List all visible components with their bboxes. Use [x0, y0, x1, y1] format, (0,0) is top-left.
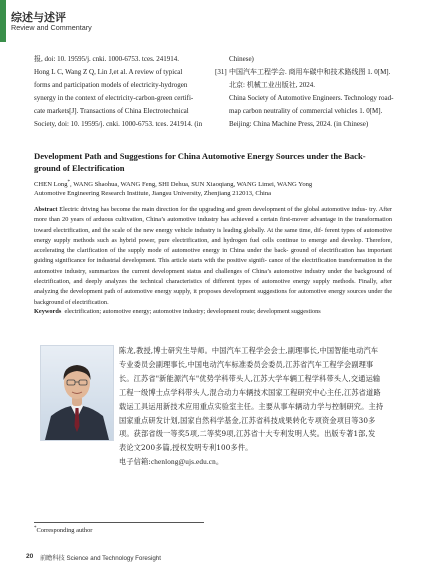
journal-name [40, 553, 161, 562]
reference-line: 北京: 机械工业出版社, 2024. [229, 81, 315, 89]
email-link[interactable]: chenlong@ujs.edu.cn [150, 458, 216, 467]
references-right-column [215, 53, 400, 131]
email-label: 电子信箱: [119, 457, 151, 467]
bio-line: 陈龙,教授,博士研究生导师。中国汽车工程学会会士,副理事长,中国智能电动汽车 [119, 346, 379, 355]
abstract [34, 205, 392, 308]
bio-line: 工程一级博士点学科带头人,混合动力车辆技术国家工程研究中心主任,江苏省道路 [119, 387, 381, 397]
reference-line: Society, doi: 10. 19595/j. cnki. 1000-6753. tces. 241914. (in [34, 120, 203, 128]
author-affiliation: Automotive Engineering Research Institute, Jiangsu University, Zhenjiang 212013, China [34, 190, 272, 197]
reference-line: synergy in the context of electricity-carbon-green certifi- [34, 94, 194, 102]
abstract-text: try. After more than 20 years of arduous cultivation, China’s automotive industry has achieved a certain first-mover advantage in [34, 206, 392, 224]
author-biography [119, 344, 394, 470]
reference-line: forms and participation models of electricity-hydrogen [34, 81, 188, 89]
reference-line: map carbon neutrality of commercial vehicles 1. 0[M]. [229, 107, 383, 115]
reference-number: [31] [215, 68, 227, 76]
abstract-text: types of automotive energy supply methods. Finally, after analyzing the development path of automotive energy supply, it proposes [34, 278, 393, 296]
section-title: 综述与述评 [11, 11, 66, 24]
bio-line: 专业委员会副理事长,中国电动汽车标准委员会委员,江苏省汽车工程学会副理事 [119, 359, 374, 369]
abstract-text: ferent types of automotive energy supply methods such as hybrid power, pure electrification, and hydrogen fuel cells continue to [34, 226, 393, 244]
article-title-en [34, 150, 394, 174]
bio-line: 国家重点研发计划,国家自然科学基金,江苏省科技成果转化专项资金项目等30多 [119, 415, 376, 425]
corresponding-author-name: CHEN Long [34, 181, 68, 189]
email-end: 。 [215, 457, 224, 467]
abstract-text: ground of electrification has important guiding significance for industrial development. This article starts with the positive signifi- [34, 247, 392, 265]
article-title-line: ground of Electrification [34, 163, 125, 173]
abstract-text: China’s automotive industry under the background of electrification, and deeply analyzes the technical characteristics of different [34, 267, 392, 286]
abstract-text: the transformation toward electrification, and the scale of the new energy vehicle industry is leading globally. At the same time, dif- [34, 216, 392, 234]
corresponding-author-marker: * [67, 180, 71, 185]
article-title-line: Development Path and Suggestions for China Automotive Energy Sources under the Back- [34, 151, 366, 161]
abstract-text: cance of the electrification transformation in the automotive industry, summarizes the current development status and challenges of [34, 257, 393, 275]
portrait-illustration [41, 346, 113, 440]
references-left-column [34, 53, 204, 131]
footnote-marker: * [34, 526, 37, 531]
reference-line: China Society of Automotive Engineers. Technology road- [229, 94, 394, 102]
keywords [34, 308, 394, 315]
reference-line: Beijing: China Machine Press, 2024. (in Chinese) [229, 120, 369, 128]
keywords-label: Keywords [34, 308, 62, 315]
bio-email-line [119, 455, 394, 470]
abstract-text: development suggestions for automotive energy sources under the background of electrification. [34, 288, 393, 306]
reference-line: Hong L C, Wang Z Q, Lin J,et al. A review of typical [34, 68, 183, 76]
author-photo [40, 345, 114, 441]
reference-31 [215, 66, 400, 79]
abstract-text: emerge and develop. Therefore, accelerating the clarification of the supply mode of automotive energy in China under the back- [34, 236, 393, 255]
other-authors: , WANG Shaohua, WANG Feng, SHI Dehua, SUN Xiaoqiang, WANG Limei, WANG Yong [70, 181, 313, 189]
reference-line: 中国汽车工程学会. 商用车碳中和技术路线图 1. 0[M]. [229, 68, 391, 76]
reference-line: cate markets[J]. Transactions of China Electrotechnical [34, 107, 189, 115]
author-list [34, 180, 312, 188]
journal-name-cn: 前瞻科技 [40, 555, 65, 562]
journal-name-en: Science and Technology Foresight [64, 555, 161, 562]
abstract-text: Electric driving has become the main direction for the upgrading and green development of the global automotive indus- [59, 206, 368, 213]
bio-line: 载运工具运用新技术应用重点实验室主任。主要从事车辆动力学与控制研究。主持 [119, 401, 384, 411]
header-accent-bar [0, 0, 6, 42]
footnote [34, 526, 92, 534]
reference-line: Chinese) [229, 55, 254, 63]
footnote-divider [34, 522, 204, 523]
keywords-text: electrification; automotive energy; automotive industry; development route; development suggestions [64, 308, 321, 315]
bio-line: 长。江苏省"新能源汽车"优势学科带头人,江苏大学车辆工程学科带头人,交通运输 [119, 373, 381, 383]
page-number: 20 [26, 553, 34, 560]
bio-line: 表论文200多篇,授权发明专利100多件。 [119, 443, 253, 453]
abstract-label: Abstract [34, 206, 58, 213]
reference-line: 报, doi: 10. 19595/j. cnki. 1000-6753. tces. 241914. [34, 55, 180, 63]
section-subtitle: Review and Commentary [11, 23, 92, 32]
bio-line: 项。获部省级一等奖5项,二等奖9项,江苏省十大专利发明人奖。出版专著1部,发 [119, 429, 376, 439]
footnote-text: Corresponding author [36, 527, 93, 535]
